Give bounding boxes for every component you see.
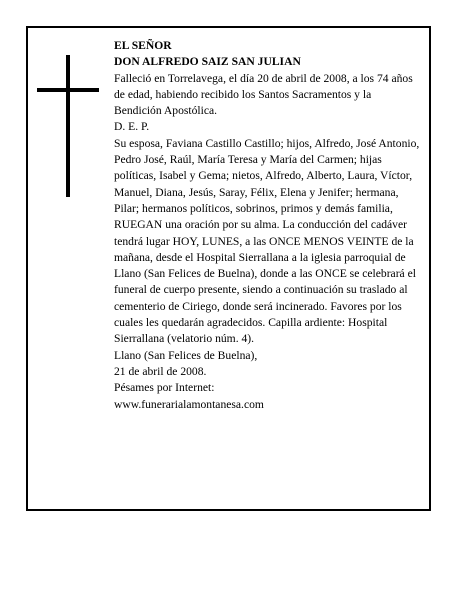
obituary-text bbox=[114, 38, 421, 413]
notice-title: EL SEÑOR bbox=[114, 39, 172, 52]
family-list: Su esposa, Faviana Castillo Castillo; hijos, Alfredo, José Antonio, Pedro José, Raúl, María Teresa y María del Carmen; hijas políticas, Isabel y Gema; nietos, Alfredo, Alberto, Laura, Víctor, Manuel, Diana, Jesús, Saray, Félix, Elena y Jenifer; hermana, Pilar; hermanos políticos, sobrinos, primos y demás familia, bbox=[114, 136, 420, 215]
condolences-label: Pésames por Internet: bbox=[114, 381, 215, 395]
death-announcement: Falleció en Torrelavega, el día 20 de abril de 2008, a los 74 años de edad, habiendo recibido los Santos Sacramentos y la Bendición Apostólica. bbox=[114, 71, 413, 118]
rest-in-peace: D. E. P. bbox=[114, 120, 150, 134]
deceased-name: DON ALFREDO SAIZ SAN JULIAN bbox=[114, 55, 301, 69]
funeral-details: RUEGAN una oración por su alma. La conducción del cadáver tendrá lugar HOY, LUNES, a las ONCE MENOS VEINTE de la mañana, desde el Hospital Sierrallana a la iglesia parroquial de Llano (San Felices de Buelna), donde a las ONCE se celebrará el funeral de cuerpo presente, siendo a continuación su traslado al cementerio de Ciriego, donde será incinerado. Favores por los cuales les quedarán agradecidos. Capilla ardiente: Hospital Sierrallana (velatorio núm. 4). bbox=[114, 218, 416, 346]
condolences-website: www.funerarialamontanesa.com bbox=[114, 397, 264, 411]
date-line: 21 de abril de 2008. bbox=[114, 364, 207, 378]
place-line: Llano (San Felices de Buelna), bbox=[114, 348, 258, 362]
cross-icon-vertical-bar bbox=[66, 55, 70, 197]
cross-icon-horizontal-bar bbox=[37, 88, 99, 92]
